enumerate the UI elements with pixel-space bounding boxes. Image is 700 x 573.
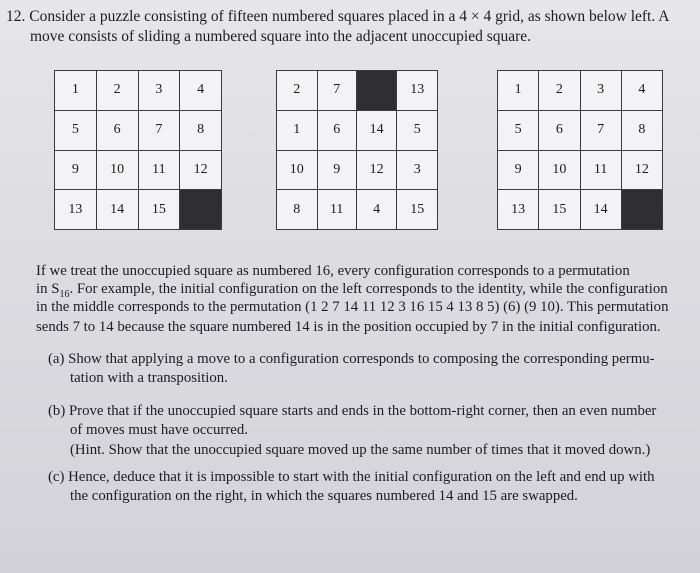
numbered-square: 13 (55, 190, 97, 230)
numbered-square: 4 (621, 71, 662, 111)
numbered-square: 12 (356, 150, 397, 190)
grid-row (498, 71, 663, 111)
numbered-square: 15 (138, 190, 180, 230)
paragraph-line-4: sends 7 to 14 because the square numbered 14 is in the position occupied by 7 in the initial configuration. (36, 319, 661, 335)
numbered-square: 3 (580, 71, 621, 111)
paragraph-line-2-post: . For example, the initial configuration on the left corresponds to the identity, while the configuration (69, 281, 668, 297)
numbered-square: 11 (580, 150, 621, 190)
grid-row (55, 150, 222, 190)
numbered-square: 1 (498, 71, 539, 111)
paragraph-line-2-pre: in S (36, 281, 60, 297)
problem-intro-text-1: Consider a puzzle consisting of fifteen numbered squares placed in a 4 × 4 grid, as shown below left. A (29, 8, 670, 25)
grid-row (277, 150, 438, 190)
numbered-square: 2 (277, 71, 318, 111)
numbered-square: 13 (397, 71, 438, 111)
numbered-square: 1 (277, 110, 318, 150)
numbered-square: 9 (317, 150, 356, 190)
problem-number: 12. (6, 8, 26, 25)
numbered-square: 15 (539, 190, 580, 230)
numbered-square: 12 (180, 150, 222, 190)
unoccupied-square (621, 190, 662, 230)
numbered-square: 8 (621, 110, 662, 150)
numbered-square: 10 (96, 150, 138, 190)
unoccupied-square (356, 71, 397, 111)
numbered-square: 9 (498, 150, 539, 190)
numbered-square: 10 (539, 150, 580, 190)
numbered-square: 11 (317, 190, 356, 230)
numbered-square: 11 (138, 150, 180, 190)
numbered-square: 8 (277, 190, 318, 230)
numbered-square: 5 (397, 110, 438, 150)
numbered-square: 10 (277, 150, 318, 190)
numbered-square: 2 (96, 71, 138, 111)
paragraph-line-3: in the middle corresponds to the permutation (1 2 7 14 11 12 3 16 15 4 13 8 5) (6) (9 10). This permutation (36, 299, 669, 315)
numbered-square: 9 (55, 150, 97, 190)
numbered-square: 6 (96, 110, 138, 150)
numbered-square: 14 (356, 110, 397, 150)
numbered-square: 13 (498, 190, 539, 230)
numbered-square: 6 (317, 110, 356, 150)
numbered-square: 4 (356, 190, 397, 230)
numbered-square: 5 (498, 110, 539, 150)
grid-row (277, 71, 438, 111)
grid-initial-configuration (54, 70, 222, 230)
numbered-square: 7 (138, 110, 180, 150)
part-a-line-2: tation with a transposition. (70, 370, 228, 386)
part-c-line-1: (c) Hence, deduce that it is impossible to start with the initial configuration on the left and end up with (48, 469, 655, 485)
grid-middle-configuration (276, 70, 438, 230)
problem-intro-line-2: move consists of sliding a numbered square into the adjacent unoccupied square. (30, 28, 532, 45)
numbered-square: 5 (55, 110, 97, 150)
grid-right-configuration (497, 70, 663, 230)
paragraph-line-1: If we treat the unoccupied square as numbered 16, every configuration corresponds to a permutation (36, 263, 630, 279)
numbered-square: 6 (539, 110, 580, 150)
part-a-line-1: (a) Show that applying a move to a configuration corresponds to composing the corresponding permu- (48, 351, 655, 367)
unoccupied-square (180, 190, 222, 230)
numbered-square: 8 (180, 110, 222, 150)
grid-row (277, 190, 438, 230)
numbered-square: 4 (180, 71, 222, 111)
numbered-square: 3 (397, 150, 438, 190)
grid-row (498, 150, 663, 190)
numbered-square: 7 (580, 110, 621, 150)
grid-row (55, 190, 222, 230)
part-b-hint: (Hint. Show that the unoccupied square moved up the same number of times that it moved down.) (70, 442, 651, 458)
numbered-square: 7 (317, 71, 356, 111)
part-b-line-1: (b) Prove that if the unoccupied square starts and ends in the bottom-right corner, then an even number (48, 403, 657, 419)
numbered-square: 12 (621, 150, 662, 190)
problem-intro-line-1 (6, 8, 669, 26)
grid-row (55, 71, 222, 111)
grid-row (498, 110, 663, 150)
symmetric-group-subscript: 16 (59, 288, 70, 300)
numbered-square: 15 (397, 190, 438, 230)
numbered-square: 2 (539, 71, 580, 111)
grid-row (55, 110, 222, 150)
grid-row (277, 110, 438, 150)
numbered-square: 1 (55, 71, 97, 111)
numbered-square: 14 (580, 190, 621, 230)
part-c-line-2: the configuration on the right, in which the squares numbered 14 and 15 are swapped. (70, 488, 578, 504)
part-b-line-2: of moves must have occurred. (70, 422, 248, 438)
grid-row (498, 190, 663, 230)
numbered-square: 3 (138, 71, 180, 111)
numbered-square: 14 (96, 190, 138, 230)
